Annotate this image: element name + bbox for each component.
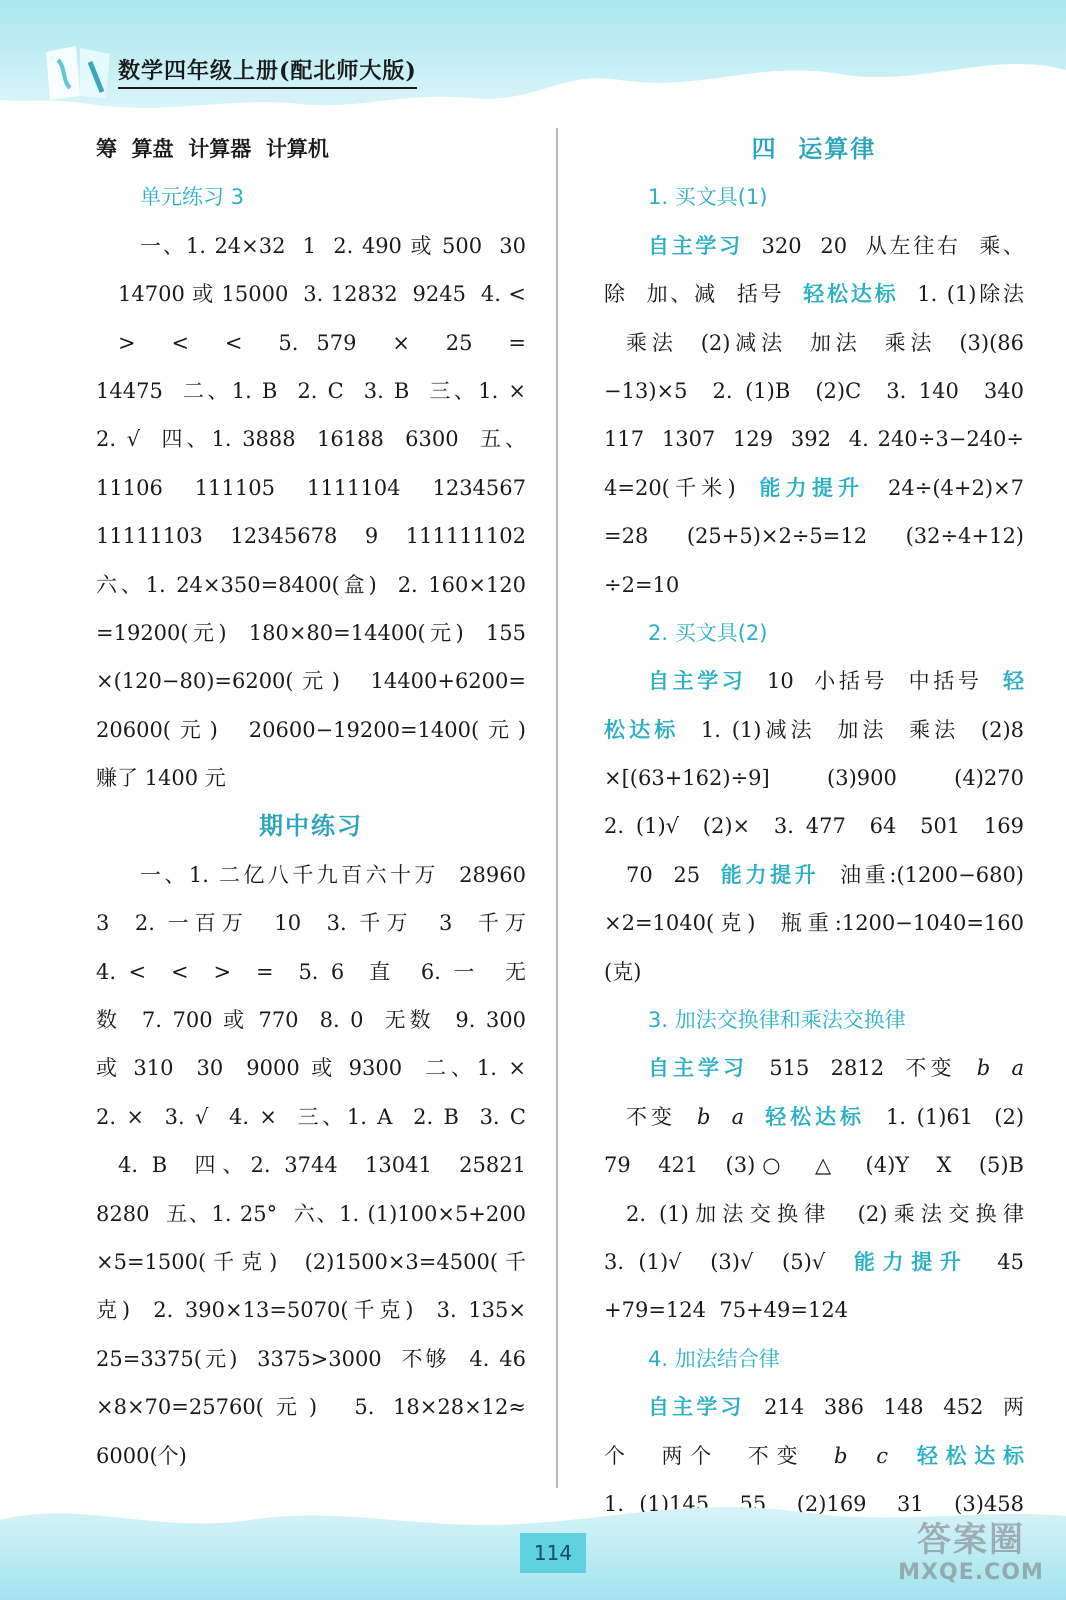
section-heading-2: 2. 买文具(2) <box>648 620 768 645</box>
keyword-zizhu-xuexi: 自主学习 <box>648 1056 748 1081</box>
answer-text: 油重:(1200−680) <box>840 862 1024 887</box>
variable-a: a <box>731 1104 745 1129</box>
answer-line: 六、1. 24×350=8400(盒) 2. 160×120 <box>96 572 526 597</box>
keyword-qing: 轻 <box>1003 669 1024 694</box>
answer-line: 11111103 12345678 9 111111102 <box>96 524 526 549</box>
answer-line: ×[(63+162)÷9] (3)900 (4)270 <box>604 766 1024 791</box>
answer-text: 214 386 148 452 两 <box>764 1395 1024 1420</box>
keyword-zizhu-xuexi: 自主学习 <box>648 669 747 694</box>
answer-line: 4. < < > = 5. 6 直 6. 一 无 <box>96 959 526 984</box>
right-column <box>604 125 1024 1528</box>
watermark-url: MXQE.COM <box>898 1560 1044 1585</box>
keyword-nengli-tisheng: 能力提升 <box>853 1249 969 1274</box>
left-column <box>96 125 526 1480</box>
keyword-nengli-tisheng: 能力提升 <box>759 475 865 500</box>
answer-text: 3. (1)√ (3)√ (5)√ <box>604 1249 826 1274</box>
answer-line: =19200(元) 180×80=14400(元) 155 <box>96 620 526 645</box>
answer-line <box>604 1093 1024 1141</box>
answer-line: 8280 五、1. 25° 六、1. (1)100×5+200 <box>96 1201 526 1226</box>
answer-line: 一、1. 24×32 1 2. 490 或 500 30 <box>140 233 526 258</box>
answer-line <box>604 851 1024 899</box>
keyword-zizhu-xuexi: 自主学习 <box>648 1395 745 1420</box>
answer-line: 筹 算盘 计算器 计算机 <box>96 136 329 161</box>
answer-text: 320 20 从左往右 乘、 <box>761 233 1024 258</box>
book-title: 数学四年级上册(配北师大版) <box>118 54 417 89</box>
variable-b: b <box>696 1104 711 1129</box>
answer-line: 11106 111105 1111104 1234567 <box>96 475 526 500</box>
answer-text: 个 两个 不变 <box>604 1443 806 1468</box>
watermark-logo-text: 答案圈 <box>917 1520 1025 1560</box>
answer-text: 1. (1)除法 <box>917 282 1024 307</box>
answer-line <box>604 464 1024 512</box>
answer-line: 14475 二、1. B 2. C 3. B 三、1. × <box>96 378 526 403</box>
answer-line: 6000(个) <box>96 1443 187 1468</box>
answer-line: ÷2=10 <box>604 572 680 597</box>
section-heading-4: 4. 加法结合律 <box>648 1346 780 1371</box>
column-divider <box>556 128 558 1488</box>
answer-line: 或 310 30 9000 或 9300 二、1. × <box>96 1056 526 1081</box>
answer-line: 14700 或 15000 3. 12832 9245 4. < <box>118 282 526 307</box>
answer-text: 70 25 <box>626 862 701 887</box>
answer-line: 1. (1)145 55 (2)169 31 (3)458 <box>604 1491 1024 1516</box>
keyword-qingsong-dabiao: 轻松达标 <box>765 1104 865 1129</box>
answer-line: 2. (1)加法交换律 (2)乘法交换律 <box>626 1201 1024 1226</box>
answer-line: +79=124 75+49=124 <box>604 1298 849 1323</box>
answer-line: 117 1307 129 392 4. 240÷3−240÷ <box>604 427 1024 452</box>
answer-line: −13)×5 2. (1)B (2)C 3. 140 340 <box>604 378 1024 403</box>
variable-a: a <box>1011 1056 1024 1081</box>
section-heading-3: 3. 加法交换律和乘法交换律 <box>648 1008 906 1033</box>
answer-text: 4=20(千米) <box>604 475 736 500</box>
keyword-qingsong-dabiao: 轻松达标 <box>916 1443 1024 1468</box>
answer-line: 4. B 四、2. 3744 13041 25821 <box>118 1153 526 1178</box>
chapter-heading: 四 运算律 <box>751 135 877 163</box>
answer-line: 一、1. 二亿八千九百六十万 28960 <box>140 862 526 887</box>
watermark <box>876 1520 1066 1600</box>
answer-line: =28 (25+5)×2÷5=12 (32÷4+12) <box>604 524 1024 549</box>
answer-line: 赚了 1400 元 <box>96 766 226 791</box>
keyword-qingsong-dabiao: 轻松达标 <box>803 282 899 307</box>
answer-line <box>604 1044 1024 1092</box>
answer-text: 24÷(4+2)×7 <box>888 475 1024 500</box>
answer-text: 除 加、减 括号 <box>604 282 785 307</box>
section-heading-1: 1. 买文具(1) <box>648 185 768 210</box>
variable-b: b <box>976 1056 991 1081</box>
answer-text: 1. (1)61 (2) <box>886 1104 1024 1129</box>
answer-line <box>604 1383 1024 1431</box>
answer-line: (克) <box>604 959 642 984</box>
section-heading-midterm: 期中练习 <box>259 812 363 841</box>
answer-line <box>604 706 1024 754</box>
book-logo-icon <box>40 40 120 106</box>
answer-line: > < < 5. 579 × 25 = <box>118 330 526 355</box>
answer-line: 20600(元) 20600−19200=1400(元) <box>96 717 526 742</box>
answer-text: 45 <box>997 1249 1024 1274</box>
answer-line <box>604 1238 1024 1286</box>
answer-line: 25=3375(元) 3375>3000 不够 4. 46 <box>96 1346 526 1371</box>
answer-line: ×8×70=25760(元) 5. 18×28×12≈ <box>96 1395 526 1420</box>
answer-line: ×(120−80)=6200(元) 14400+6200= <box>96 669 526 694</box>
answer-text: 515 2812 不变 <box>769 1056 956 1081</box>
answer-line: 乘法 (2)减法 加法 乘法 (3)(86 <box>626 330 1024 355</box>
answer-line <box>604 270 1024 318</box>
page-number: 114 <box>520 1533 586 1573</box>
keyword-zizhu-xuexi: 自主学习 <box>648 233 743 258</box>
answer-line: 3 2. 一百万 10 3. 千万 3 千万 <box>96 911 526 936</box>
section-heading-unit-3: 单元练习 3 <box>140 185 245 210</box>
answer-line: ×5=1500(千克) (2)1500×3=4500(千 <box>96 1249 526 1274</box>
answer-line: 2. × 3. √ 4. × 三、1. A 2. B 3. C <box>96 1104 526 1129</box>
variable-c: c <box>876 1443 889 1468</box>
keyword-nengli-tisheng: 能力提升 <box>720 862 820 887</box>
variable-b: b <box>834 1443 848 1468</box>
answer-text: 不变 <box>626 1104 676 1129</box>
answer-line: ×2=1040(克) 瓶重:1200−1040=160 <box>604 911 1024 936</box>
answer-line: 79 421 (3)○ △ (4)Y X (5)B <box>604 1153 1024 1178</box>
answer-line <box>604 222 1024 270</box>
answer-line: 2. (1)√ (2)× 3. 477 64 501 169 <box>604 814 1024 839</box>
answer-line: 克) 2. 390×13=5070(千克) 3. 135× <box>96 1298 526 1323</box>
answer-line: 2. √ 四、1. 3888 16188 6300 五、 <box>96 427 526 452</box>
answer-text: 10 小括号 中括号 <box>766 669 983 694</box>
answer-line <box>604 657 1024 705</box>
answer-line: 数 7. 700 或 770 8. 0 无数 9. 300 <box>96 1008 526 1033</box>
answer-line <box>604 1432 1024 1480</box>
keyword-song-dabiao: 松达标 <box>604 717 680 742</box>
answer-text: 1. (1)减法 加法 乘法 (2)8 <box>700 717 1024 742</box>
